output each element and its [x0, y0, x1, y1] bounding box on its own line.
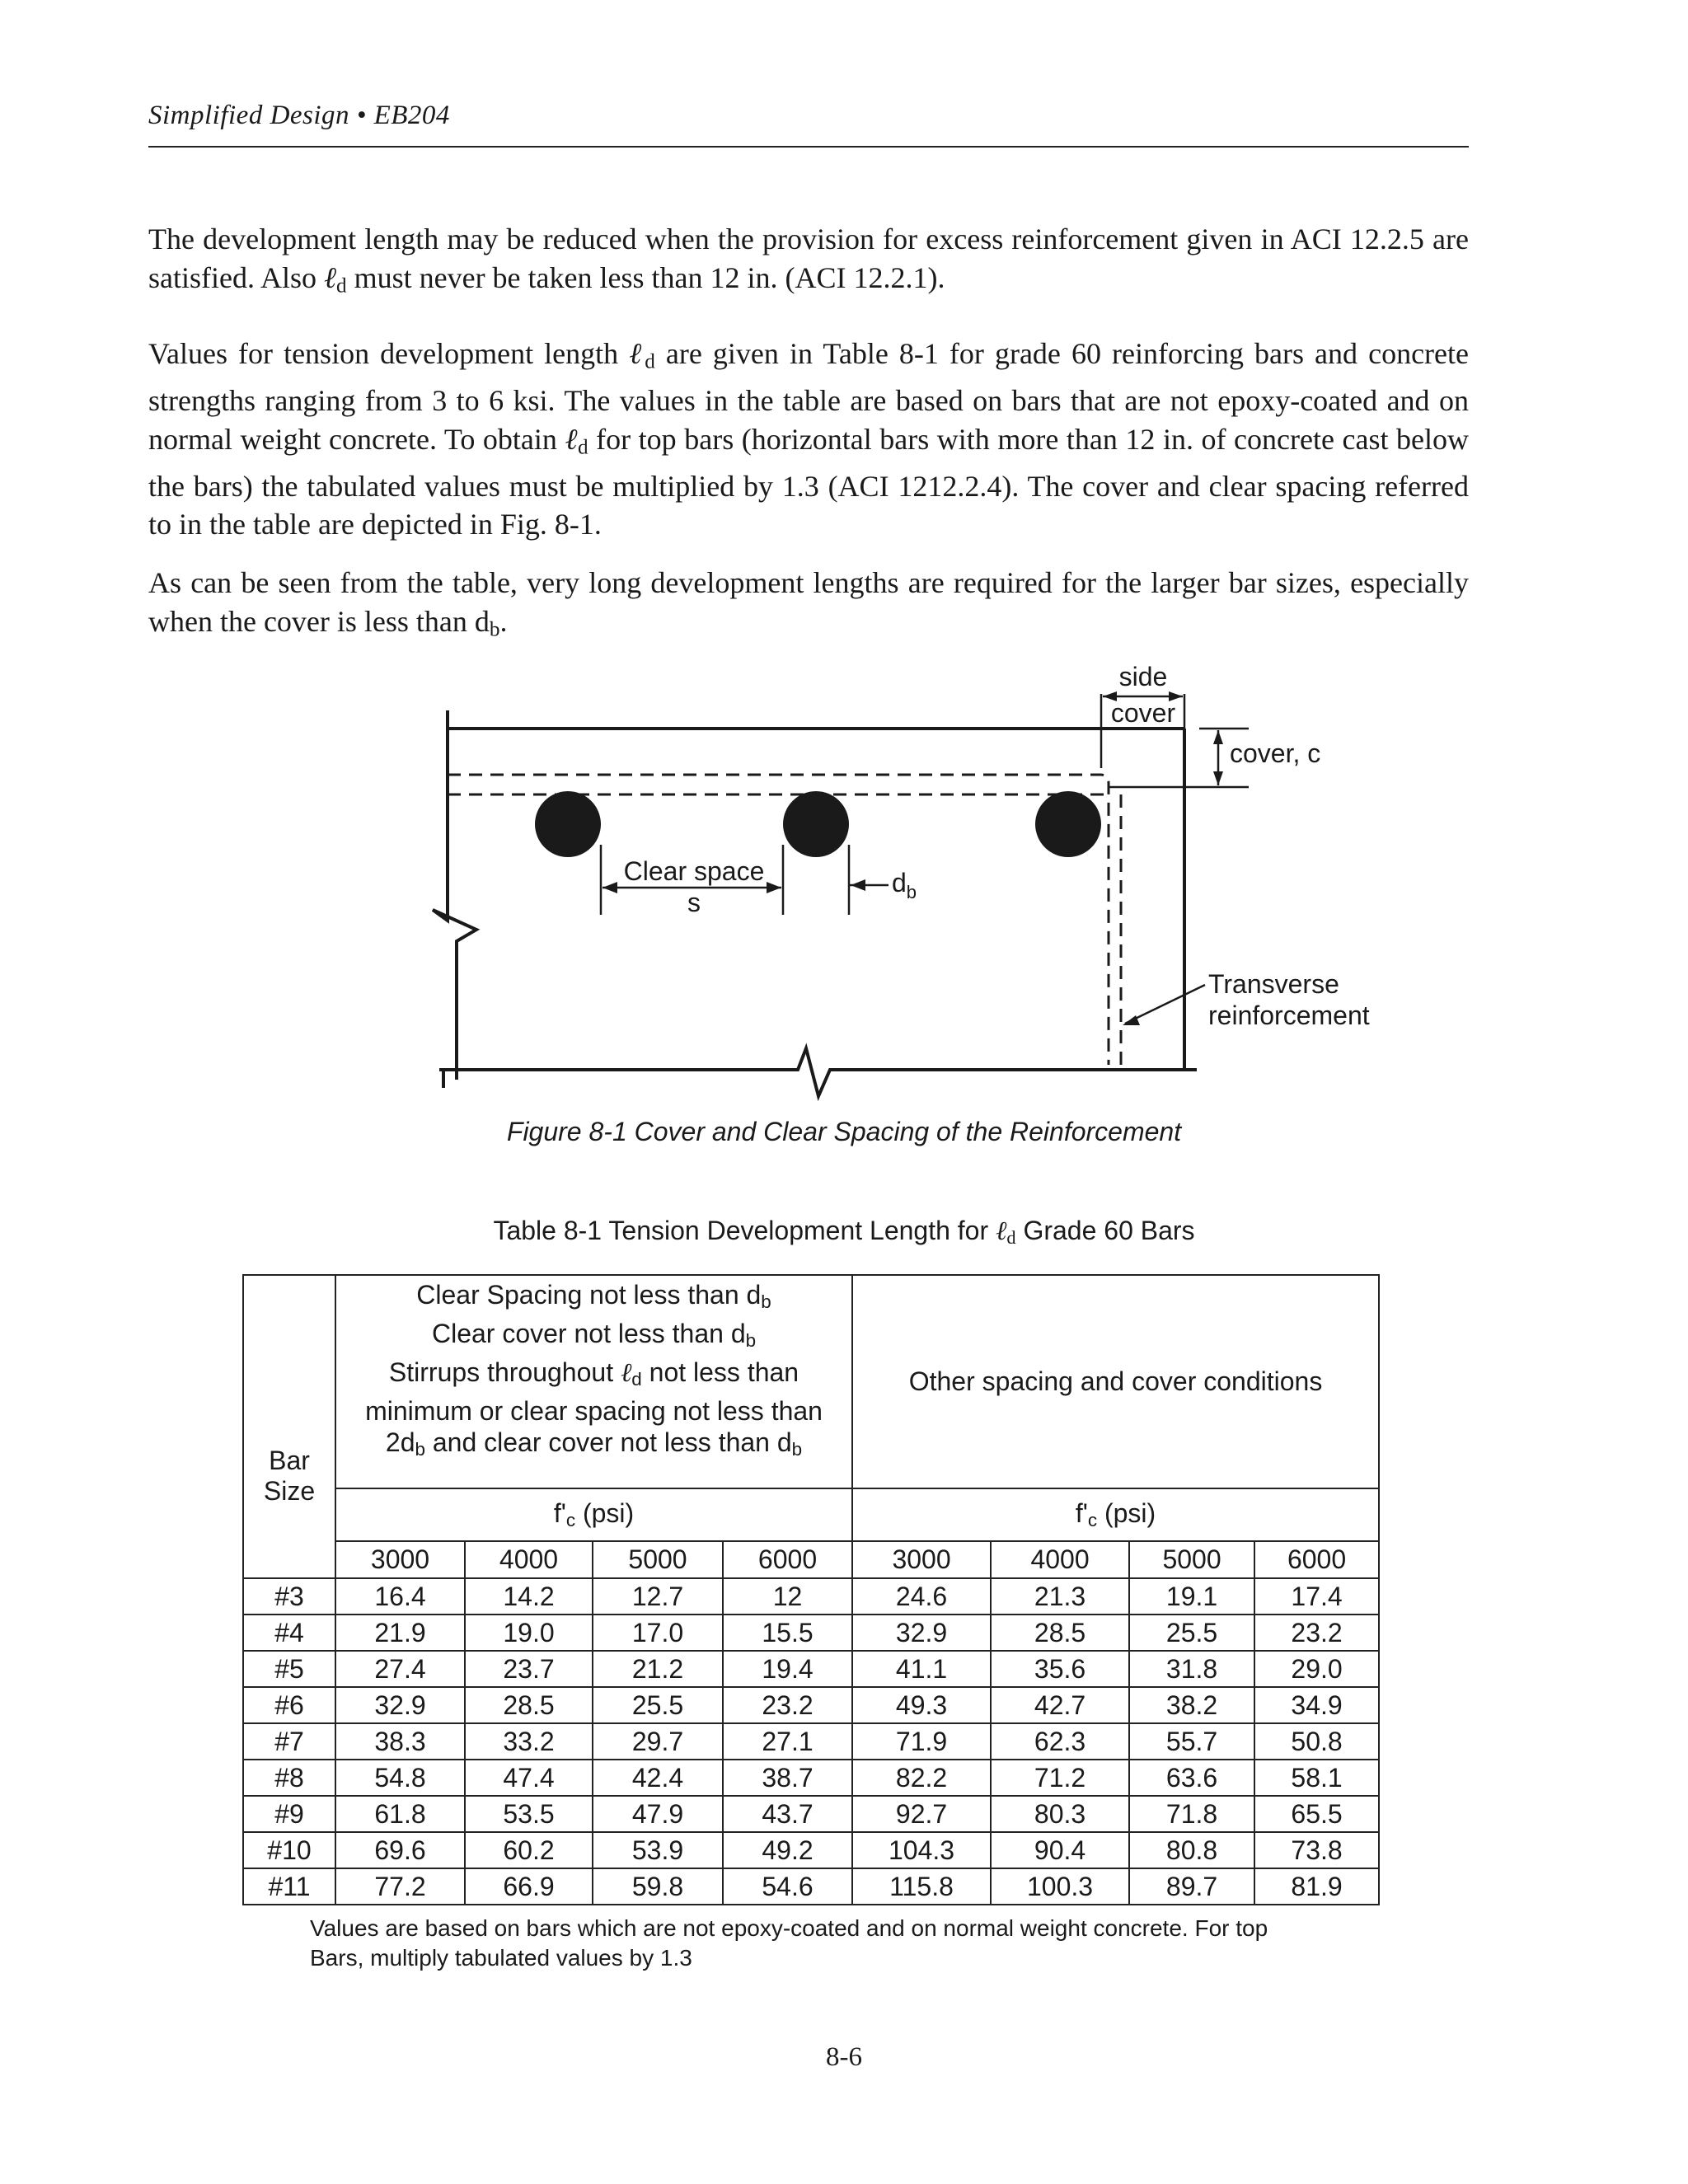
- subscript-d: d: [336, 274, 347, 298]
- label-s: s: [687, 888, 701, 917]
- fc-sub: c: [1087, 1509, 1098, 1530]
- table-cell: 59.8: [593, 1868, 723, 1905]
- table-cell: 19.4: [723, 1651, 852, 1687]
- table-cell: 89.7: [1129, 1868, 1254, 1905]
- label-db-sub: b: [906, 882, 917, 902]
- table-cell: 80.3: [991, 1796, 1129, 1832]
- label-clear-space: Clear space: [623, 856, 765, 886]
- table-cell: 16.4: [335, 1578, 465, 1615]
- cond1-line3-text-b: not less than: [641, 1357, 799, 1387]
- table-cell: 14.2: [465, 1578, 593, 1615]
- table-cell: 38.7: [723, 1760, 852, 1796]
- table-row: [243, 1760, 1379, 1796]
- table-cell: 77.2: [335, 1868, 465, 1905]
- table-cell: 21.3: [991, 1578, 1129, 1615]
- cond1-line4: minimum or clear spacing not less than: [365, 1395, 823, 1426]
- cond1-line5-text-b: and clear cover not less than d: [424, 1427, 792, 1457]
- table-cell: 38.3: [335, 1723, 465, 1760]
- table-column-header-row: [243, 1541, 1379, 1578]
- fc-label-a: f': [1075, 1497, 1088, 1528]
- table-cell: 63.6: [1129, 1760, 1254, 1796]
- section-outline: [433, 710, 476, 1080]
- para3-text-b: .: [499, 604, 508, 638]
- bar-size-cell: #9: [243, 1796, 335, 1832]
- development-length-table: [242, 1274, 1380, 1905]
- bar-size-cell: #11: [243, 1868, 335, 1905]
- label-db-main: d: [892, 868, 907, 898]
- table-cell: 55.7: [1129, 1723, 1254, 1760]
- fc-label-b: (psi): [1097, 1497, 1156, 1528]
- table-cell: 47.4: [465, 1760, 593, 1796]
- bar-size-cell: #4: [243, 1615, 335, 1651]
- para2-text-b: are given in Table 8-1 for grade 60 reinforcing bars and concrete strengths ranging from 3 to 6 ksi. The values in the table are based on bars that are not epoxy-coated and on normal weight concrete. To obtain: [148, 337, 1469, 456]
- subscript-b: b: [489, 618, 500, 641]
- para1-text-b: must never be taken less than 12 in. (ACI 12.2.1).: [346, 260, 945, 294]
- table-cell: 66.9: [465, 1868, 593, 1905]
- table-cell: 24.6: [852, 1578, 991, 1615]
- label-side: side: [1118, 662, 1168, 691]
- table-cell: 21.2: [593, 1651, 723, 1687]
- arrow-clear-left: [603, 882, 617, 893]
- table-cell: 115.8: [852, 1868, 991, 1905]
- table-row: [243, 1687, 1379, 1723]
- table-cell: 23.2: [1254, 1615, 1379, 1651]
- subscript-d: d: [631, 1368, 642, 1390]
- table-cell: 60.2: [465, 1832, 593, 1868]
- para3-text-a: As can be seen from the table, very long development lengths are required for the larger bar sizes, especially when the cover is less than d: [148, 566, 1469, 638]
- table-cell: 31.8: [1129, 1651, 1254, 1687]
- subscript-b: b: [745, 1329, 757, 1351]
- table-cell: 32.9: [335, 1687, 465, 1723]
- subscript-d: d: [645, 350, 655, 373]
- table-cell: 92.7: [852, 1796, 991, 1832]
- table-cell: 12: [723, 1578, 852, 1615]
- table-cell: 53.5: [465, 1796, 593, 1832]
- fc-psi-header-left: [335, 1488, 852, 1541]
- table-cell: 35.6: [991, 1651, 1129, 1687]
- table-cell: 32.9: [852, 1615, 991, 1651]
- para1-text-a: The development length may be reduced when the provision for excess reinforcement given in ACI 12.2.5 are satisfied. Also: [148, 223, 1469, 294]
- ell-symbol: ℓ: [629, 337, 645, 370]
- fc-label-b: (psi): [575, 1497, 635, 1528]
- table-cell: 62.3: [991, 1723, 1129, 1760]
- table-cell: 50.8: [1254, 1723, 1379, 1760]
- column-header: 3000: [852, 1541, 991, 1578]
- table-cell: 42.4: [593, 1760, 723, 1796]
- table-cell: 21.9: [335, 1615, 465, 1651]
- table-cell: 61.8: [335, 1796, 465, 1832]
- table-row: [243, 1723, 1379, 1760]
- rebar-3: [1035, 791, 1101, 857]
- table-row: [243, 1832, 1379, 1868]
- table-cell: 34.9: [1254, 1687, 1379, 1723]
- table-title-b: Grade 60 Bars: [1015, 1216, 1195, 1245]
- table-cell: 49.3: [852, 1687, 991, 1723]
- table-header-group-row: [243, 1275, 1379, 1488]
- label-reinforcement: reinforcement: [1208, 1001, 1370, 1030]
- condition-2-header: Other spacing and cover conditions: [852, 1275, 1379, 1488]
- bar-size-cell: #8: [243, 1760, 335, 1796]
- rebar-2: [783, 791, 849, 857]
- bar-size-cell: #7: [243, 1723, 335, 1760]
- table-cell: 54.6: [723, 1868, 852, 1905]
- subscript-d: d: [1006, 1226, 1016, 1248]
- para2-text-a: Values for tension development length: [148, 337, 630, 370]
- table-cell: 28.5: [465, 1687, 593, 1723]
- table-cell: 29.7: [593, 1723, 723, 1760]
- bar-size-line1: Bar: [269, 1446, 310, 1475]
- bar-size-cell: #5: [243, 1651, 335, 1687]
- table-cell: 25.5: [593, 1687, 723, 1723]
- label-cover: cover: [1110, 698, 1176, 728]
- arrow-cover-top: [1213, 730, 1223, 744]
- arrow-cover-bottom: [1213, 771, 1223, 785]
- column-header: 4000: [465, 1541, 593, 1578]
- bar-size-cell: #10: [243, 1832, 335, 1868]
- subscript-d: d: [578, 436, 588, 459]
- page-number: 8-6: [826, 2042, 862, 2072]
- fc-sub: c: [565, 1509, 576, 1530]
- table-cell: 81.9: [1254, 1868, 1379, 1905]
- table-cell: 65.5: [1254, 1796, 1379, 1832]
- cond1-line2-text: Clear cover not less than d: [431, 1318, 746, 1348]
- table-cell: 29.0: [1254, 1651, 1379, 1687]
- section-bottom-edge: [439, 1048, 1197, 1096]
- table-cell: 49.2: [723, 1832, 852, 1868]
- arrow-clear-right: [767, 882, 781, 893]
- table-cell: 80.8: [1129, 1832, 1254, 1868]
- table-cell: 17.4: [1254, 1578, 1379, 1615]
- cond1-line1-text: Clear Spacing not less than d: [416, 1280, 762, 1310]
- table-row: [243, 1615, 1379, 1651]
- subscript-b: b: [761, 1291, 771, 1312]
- column-header: 3000: [335, 1541, 465, 1578]
- table-cell: 42.7: [991, 1687, 1129, 1723]
- subscript-b: b: [791, 1438, 803, 1460]
- cond1-line3-text-a: Stirrups throughout: [388, 1357, 621, 1387]
- column-header: 6000: [723, 1541, 852, 1578]
- table-body: [243, 1578, 1379, 1905]
- table-note-line1: Values are based on bars which are not epoxy-coated and on normal weight concrete. For top: [310, 1915, 1268, 1941]
- table-cell: 69.6: [335, 1832, 465, 1868]
- table-title: [0, 1216, 1688, 1249]
- table-cell: 100.3: [991, 1868, 1129, 1905]
- table-cell: 33.2: [465, 1723, 593, 1760]
- table-cell: 58.1: [1254, 1760, 1379, 1796]
- cond1-line5-text-a: 2d: [385, 1427, 415, 1457]
- table-cell: 82.2: [852, 1760, 991, 1796]
- table-cell: 90.4: [991, 1832, 1129, 1868]
- table-cell: 15.5: [723, 1615, 852, 1651]
- label-cover-c: cover, c: [1230, 738, 1321, 768]
- label-transverse: Transverse: [1208, 969, 1339, 999]
- table-cell: 12.7: [593, 1578, 723, 1615]
- condition-1-header: [335, 1275, 852, 1488]
- column-header: 6000: [1254, 1541, 1379, 1578]
- running-head: Simplified Design • EB204: [148, 101, 450, 130]
- table-row: [243, 1578, 1379, 1615]
- table-cell: 54.8: [335, 1760, 465, 1796]
- table-psi-row: [243, 1488, 1379, 1541]
- label-db: [892, 868, 917, 902]
- fc-psi-header-right: [852, 1488, 1379, 1541]
- ell-symbol: ℓ: [324, 260, 336, 294]
- column-header: 5000: [1129, 1541, 1254, 1578]
- table-row: [243, 1651, 1379, 1687]
- table-cell: 23.7: [465, 1651, 593, 1687]
- cond1-line3: [336, 1357, 851, 1395]
- table-cell: 25.5: [1129, 1615, 1254, 1651]
- bar-size-header: [243, 1275, 335, 1578]
- table-cell: 41.1: [852, 1651, 991, 1687]
- table-cell: 71.9: [852, 1723, 991, 1760]
- table-cell: 19.1: [1129, 1578, 1254, 1615]
- table-cell: 43.7: [723, 1796, 852, 1832]
- rebar-1: [535, 791, 601, 857]
- table-note: [310, 1914, 1381, 1973]
- table-cell: 71.2: [991, 1760, 1129, 1796]
- table-cell: 71.8: [1129, 1796, 1254, 1832]
- ell-symbol: ℓ: [565, 422, 578, 456]
- subscript-b: b: [415, 1438, 425, 1460]
- bar-size-cell: #6: [243, 1687, 335, 1723]
- table-cell: 47.9: [593, 1796, 723, 1832]
- column-header: 4000: [991, 1541, 1129, 1578]
- table-cell: 17.0: [593, 1615, 723, 1651]
- table-cell: 73.8: [1254, 1832, 1379, 1868]
- table-cell: 28.5: [991, 1615, 1129, 1651]
- column-header: 5000: [593, 1541, 723, 1578]
- table-cell: 104.3: [852, 1832, 991, 1868]
- cond1-line5: [336, 1427, 851, 1465]
- ell-symbol: ℓ: [996, 1216, 1007, 1245]
- table-note-line2: Bars, multiply tabulated values by 1.3: [310, 1945, 692, 1971]
- table-cell: 38.2: [1129, 1687, 1254, 1723]
- para2-text-c: for top bars (horizontal bars with more than 12 in. of concrete cast below the bars) the tabulated values must be multiplied by 1.3 (ACI 1212.2.4). The cover and clear spacing referred to in the table are depicted in Fig. 8-1.: [148, 422, 1470, 541]
- ell-symbol: ℓ: [620, 1357, 632, 1387]
- figure-caption: Figure 8-1 Cover and Clear Spacing of the Reinforcement: [506, 1117, 1182, 1146]
- fc-label-a: f': [553, 1497, 566, 1528]
- table-cell: 27.1: [723, 1723, 852, 1760]
- bar-size-line2: Size: [263, 1476, 316, 1506]
- table-cell: 23.2: [723, 1687, 852, 1723]
- table-cell: 19.0: [465, 1615, 593, 1651]
- transverse-leader: [1125, 985, 1205, 1024]
- cond1-line2: [336, 1318, 851, 1357]
- arrow-db-left: [851, 879, 865, 891]
- cond1-line1: [336, 1279, 851, 1318]
- table-row: [243, 1796, 1379, 1832]
- table-title-a: Table 8-1 Tension Development Length for: [493, 1216, 996, 1245]
- bar-size-cell: #3: [243, 1578, 335, 1615]
- table-row: [243, 1868, 1379, 1905]
- table-cell: 53.9: [593, 1832, 723, 1868]
- table-cell: 27.4: [335, 1651, 465, 1687]
